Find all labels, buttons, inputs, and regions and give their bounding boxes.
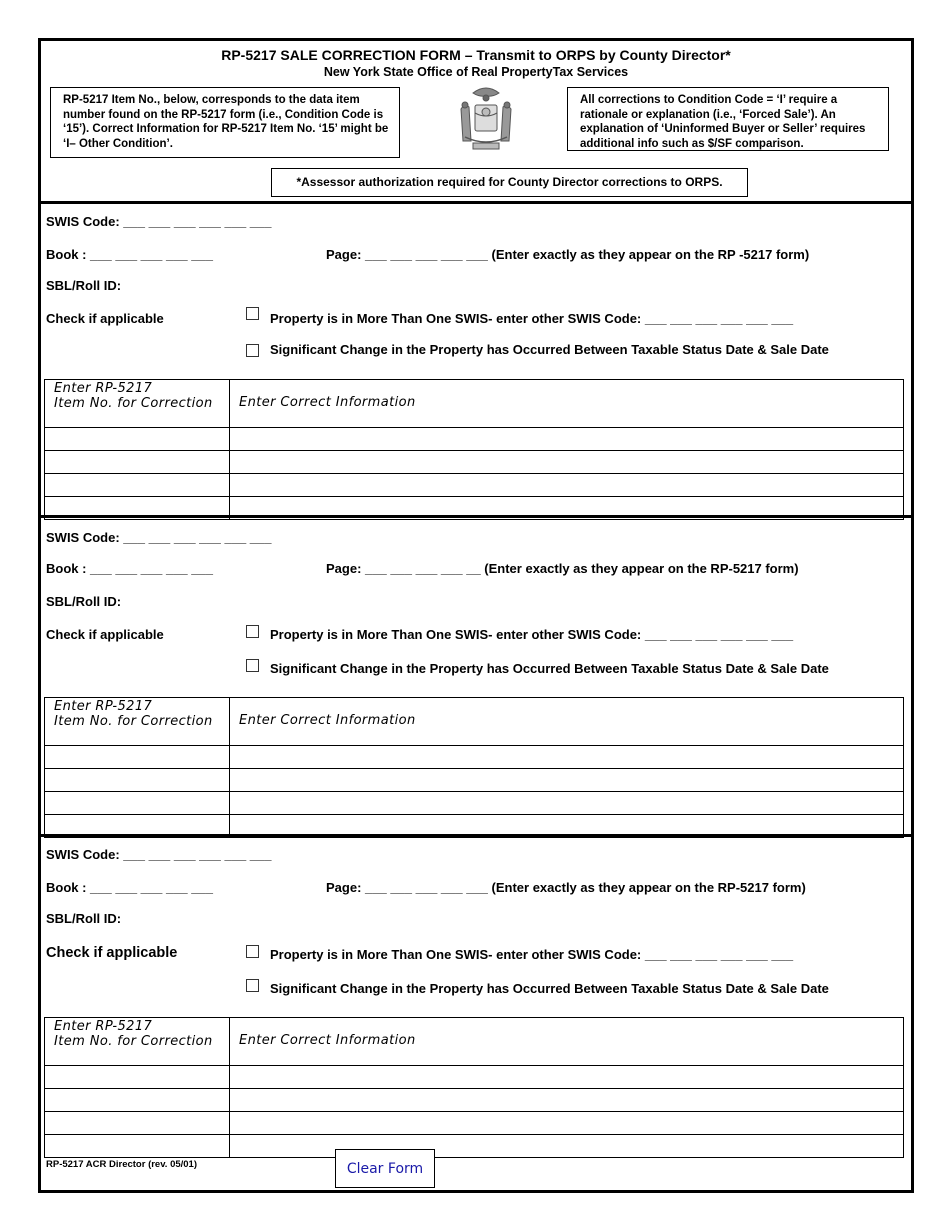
page-field[interactable]: Page: ___ ___ ___ ___ ___ (Enter exactly as they appear on the RP-5217 form)	[326, 880, 806, 895]
correct-information-input[interactable]	[230, 1089, 903, 1111]
significant-change-label: Significant Change in the Property has Occurred Between Taxable Status Date & Sale Date	[270, 981, 829, 996]
item-number-input[interactable]	[45, 746, 229, 768]
book-field[interactable]: Book : ___ ___ ___ ___ ___	[46, 880, 213, 895]
more-than-one-swis-checkbox[interactable]	[246, 307, 259, 320]
correct-information-input[interactable]	[230, 792, 903, 814]
swis-code-field[interactable]: SWIS Code: ___ ___ ___ ___ ___ ___	[46, 530, 272, 545]
form-frame	[38, 38, 914, 1193]
more-than-one-swis-checkbox[interactable]	[246, 625, 259, 638]
clear-form-button[interactable]: Clear Form	[335, 1149, 435, 1188]
significant-change-label: Significant Change in the Property has Occurred Between Taxable Status Date & Sale Date	[270, 661, 829, 676]
correct-information-input[interactable]	[230, 428, 903, 450]
more-than-one-swis-label: Property is in More Than One SWIS- enter other SWIS Code: ___ ___ ___ ___ ___ ___	[270, 627, 794, 642]
book-field[interactable]: Book : ___ ___ ___ ___ ___	[46, 247, 213, 262]
item-number-input[interactable]	[45, 792, 229, 814]
check-if-applicable-label: Check if applicable	[46, 311, 164, 326]
corrections-table	[44, 379, 904, 520]
section-divider	[41, 834, 911, 837]
correct-information-input[interactable]	[230, 1135, 903, 1157]
form-revision-code: RP-5217 ACR Director (rev. 05/01)	[46, 1159, 198, 1170]
more-than-one-swis-label: Property is in More Than One SWIS- enter other SWIS Code: ___ ___ ___ ___ ___ ___	[270, 947, 794, 962]
correct-information-input[interactable]	[230, 769, 903, 791]
sbl-roll-id-field[interactable]: SBL/Roll ID:	[46, 594, 122, 609]
sbl-roll-id-field[interactable]: SBL/Roll ID:	[46, 278, 122, 293]
significant-change-checkbox[interactable]	[246, 659, 259, 672]
correct-information-input[interactable]	[230, 451, 903, 473]
item-number-input[interactable]	[45, 1135, 229, 1157]
form-subtitle: New York State Office of Real PropertyTax Services	[323, 65, 629, 79]
form-title: RP-5217 SALE CORRECTION FORM – Transmit to ORPS by County Director*	[221, 47, 731, 63]
sbl-roll-id-field[interactable]: SBL/Roll ID:	[46, 911, 122, 926]
item-number-note: RP-5217 Item No., below, corresponds to the data item number found on the RP-5217 form (i.e., Condition Code is ‘15’). Correct Information for RP-5217 Item No. ‘15’ might be ‘I– Other Condition’.	[50, 87, 400, 158]
item-number-input[interactable]	[45, 769, 229, 791]
more-than-one-swis-label: Property is in More Than One SWIS- enter other SWIS Code: ___ ___ ___ ___ ___ ___	[270, 311, 794, 326]
assessor-authorization-note: *Assessor authorization required for County Director corrections to ORPS.	[271, 168, 748, 197]
item-number-input[interactable]	[45, 1066, 229, 1088]
table-row	[45, 769, 904, 792]
correct-information-input[interactable]	[230, 746, 903, 768]
item-number-input[interactable]	[45, 474, 229, 496]
section-divider	[41, 201, 911, 204]
item-number-column-header: Enter RP-5217 Item No. for Correction	[45, 1018, 230, 1066]
check-if-applicable-label: Check if applicable	[46, 627, 164, 642]
table-row	[45, 1066, 904, 1089]
item-number-input[interactable]	[45, 1089, 229, 1111]
correct-information-column-header: Enter Correct Information	[230, 1018, 904, 1066]
significant-change-label: Significant Change in the Property has Occurred Between Taxable Status Date & Sale Date	[270, 342, 829, 357]
book-field[interactable]: Book : ___ ___ ___ ___ ___	[46, 561, 213, 576]
item-number-column-header: Enter RP-5217 Item No. for Correction	[45, 698, 230, 746]
item-number-input[interactable]	[45, 1112, 229, 1134]
corrections-table	[44, 1017, 904, 1158]
condition-code-note: All corrections to Condition Code = ‘I’ require a rationale or explanation (i.e., ‘Forced Sale’). An explanation of ‘Uninformed Buyer or Seller’ requires additional info such as $/SF comparison.	[567, 87, 889, 151]
correct-information-column-header: Enter Correct Information	[230, 380, 904, 428]
correct-information-input[interactable]	[230, 474, 903, 496]
item-number-column-header: Enter RP-5217 Item No. for Correction	[45, 380, 230, 428]
correct-information-input[interactable]	[230, 1066, 903, 1088]
swis-code-field[interactable]: SWIS Code: ___ ___ ___ ___ ___ ___	[46, 214, 272, 229]
nys-seal-icon	[451, 85, 521, 155]
significant-change-checkbox[interactable]	[246, 344, 259, 357]
page-field[interactable]: Page: ___ ___ ___ ___ ___ (Enter exactly as they appear on the RP -5217 form)	[326, 247, 810, 262]
correct-information-input[interactable]	[230, 1112, 903, 1134]
table-row	[45, 1135, 904, 1158]
table-row	[45, 1112, 904, 1135]
table-row	[45, 428, 904, 451]
section-divider	[41, 515, 911, 518]
table-row	[45, 451, 904, 474]
more-than-one-swis-checkbox[interactable]	[246, 945, 259, 958]
table-row	[45, 1089, 904, 1112]
swis-code-field[interactable]: SWIS Code: ___ ___ ___ ___ ___ ___	[46, 847, 272, 862]
corrections-table	[44, 697, 904, 838]
correct-information-column-header: Enter Correct Information	[230, 698, 904, 746]
check-if-applicable-label: Check if applicable	[46, 945, 178, 961]
item-number-input[interactable]	[45, 451, 229, 473]
page-field[interactable]: Page: ___ ___ ___ ___ __ (Enter exactly as they appear on the RP-5217 form)	[326, 561, 799, 576]
table-row	[45, 474, 904, 497]
significant-change-checkbox[interactable]	[246, 979, 259, 992]
table-row	[45, 792, 904, 815]
item-number-input[interactable]	[45, 428, 229, 450]
table-row	[45, 746, 904, 769]
